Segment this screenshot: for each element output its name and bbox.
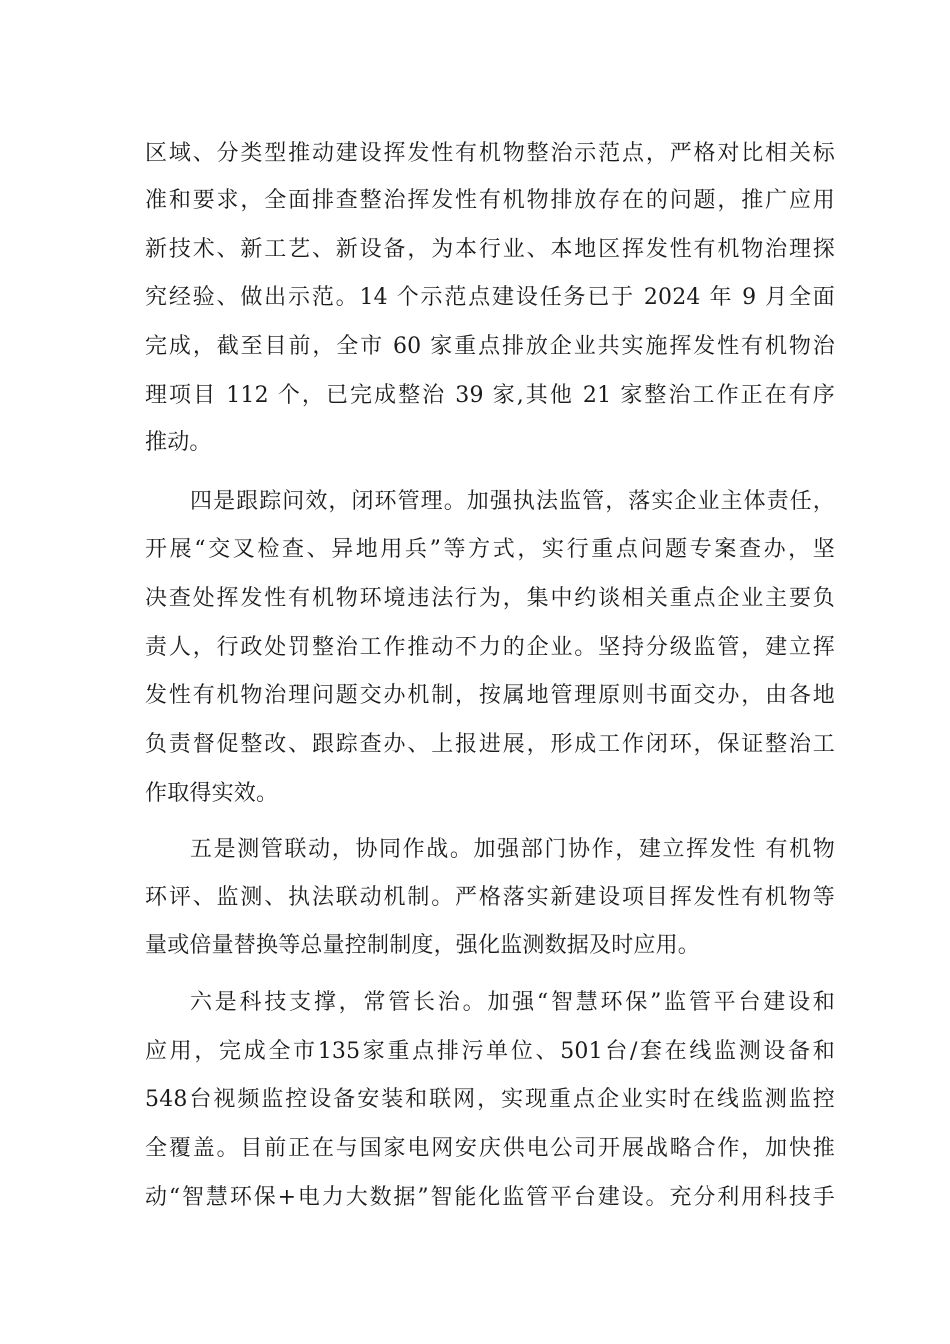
paragraph-start-line: 五是测管联动，协同作战。加强部门协作，建立挥发性 有机物 — [190, 837, 835, 862]
text-line: 准和要求，全面排查整治挥发性有机物排放存在的问题，推广应用 — [145, 188, 835, 213]
text-line: 发性有机物治理问题交办机制，按属地管理原则书面交办，由各地 — [145, 683, 835, 708]
text-line: 推动。 — [145, 430, 212, 455]
text-line: 作取得实效。 — [145, 781, 279, 806]
paragraph-start-line: 四是跟踪问效，闭环管理。加强执法监管，落实企业主体责任， — [190, 489, 835, 514]
text-line: 环评、监测、执法联动机制。严格落实新建设项目挥发性有机物等 — [145, 885, 835, 910]
text-line: 完成，截至目前，全市 60 家重点排放企业共实施挥发性有机物治 — [145, 334, 835, 359]
text-line: 548台视频监控设备安装和联网，实现重点企业实时在线监测监控 — [145, 1087, 835, 1112]
paragraph-start-line: 六是科技支撑，常管长治。加强“智慧环保”监管平台建设和 — [190, 990, 835, 1015]
text-line: 区域、分类型推动建设挥发性有机物整治示范点，严格对比相关标 — [145, 141, 835, 166]
text-line: 究经验、做出示范。14 个示范点建设任务已于 2024 年 9 月全面 — [145, 285, 835, 310]
text-line: 全覆盖。目前正在与国家电网安庆供电公司开展战略合作，加快推 — [145, 1136, 835, 1161]
text-line: 决查处挥发性有机物环境违法行为，集中约谈相关重点企业主要负 — [145, 586, 835, 611]
text-line: 新技术、新工艺、新设备，为本行业、本地区挥发性有机物治理探 — [145, 237, 835, 262]
text-line: 负责督促整改、跟踪查办、上报进展，形成工作闭环，保证整治工 — [145, 732, 835, 757]
text-line: 量或倍量替换等总量控制制度，强化监测数据及时应用。 — [145, 933, 701, 958]
text-line: 责人，行政处罚整治工作推动不力的企业。坚持分级监管，建立挥 — [145, 635, 835, 660]
text-line: 应用，完成全市135家重点排污单位、501台/套在线监测设备和 — [145, 1039, 835, 1064]
text-line: 动“智慧环保+电力大数据”智能化监管平台建设。充分利用科技手 — [145, 1185, 835, 1210]
text-line: 理项目 112 个，已完成整治 39 家,其他 21 家整治工作正在有序 — [145, 383, 835, 408]
text-line: 开展“交叉检查、异地用兵”等方式，实行重点问题专案查办，坚 — [145, 537, 835, 562]
